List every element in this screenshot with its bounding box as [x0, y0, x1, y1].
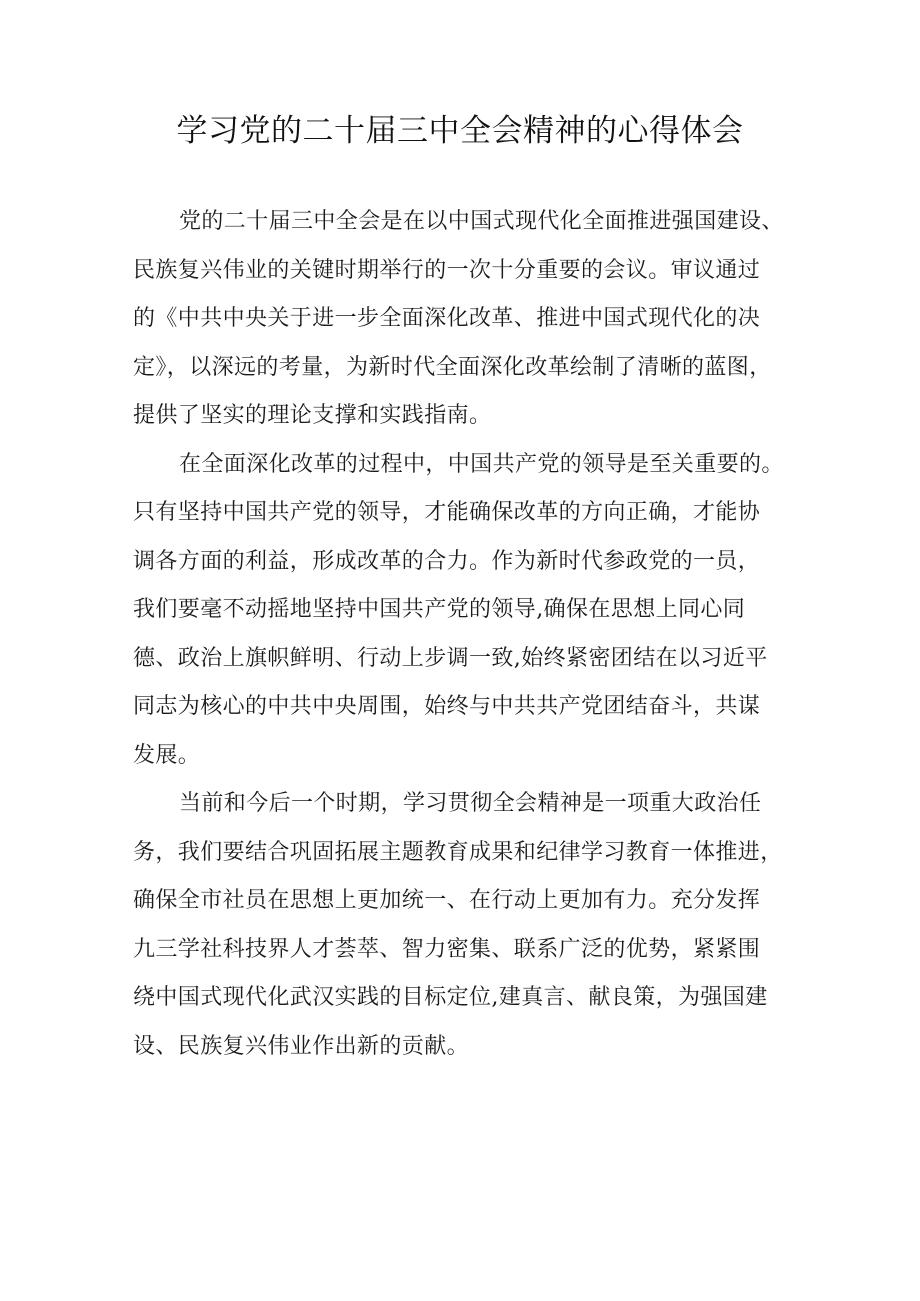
- paragraph-line: 设、民族复兴伟业作出新的贡献。: [133, 1033, 470, 1059]
- paragraph-line: 我们要毫不动摇地坚持中国共产党的领导,确保在思想上同心同: [133, 597, 746, 622]
- paragraph-line: 在全面深化改革的过程中，中国共产党的领导是至关重要的。: [179, 451, 784, 477]
- paragraph-line: 同志为核心的中共中央周围，始终与中共共产党团结奋斗，共谋: [133, 694, 761, 719]
- paragraph-line: 定》，以深远的考量，为新时代全面深化改革绘制了清晰的蓝图，: [133, 354, 772, 380]
- paragraph-line: 当前和今后一个时期，学习贯彻全会精神是一项重大政治任: [179, 791, 762, 816]
- paragraph-line: 九三学社科技界人才荟萃、智力密集、联系广泛的优势，紧紧围: [133, 936, 761, 962]
- paragraph-line: 绕中国式现代化武汉实践的目标定位,建真言、献良策，为强国建: [133, 985, 768, 1010]
- paragraph-line: 只有坚持中国共产党的领导，才能确保改革的方向正确，才能协: [133, 500, 761, 525]
- paragraph-2: [133, 441, 805, 781]
- paragraph-line: 务，我们要结合巩固拓展主题教育成果和纪律学习教育一体推进，: [133, 839, 783, 865]
- paragraph-line: 党的二十届三中全会是在以中国式现代化全面推进强国建设、: [179, 209, 784, 234]
- paragraph-line: 调各方面的利益，形成改革的合力。作为新时代参政党的一员，: [133, 548, 761, 574]
- paragraph-line: 德、政治上旗帜鲜明、行动上步调一致,始终紧密团结在以习近平: [133, 645, 768, 671]
- paragraph-1: [133, 198, 805, 441]
- document-body: [133, 198, 805, 1071]
- paragraph-line: 确保全市社员在思想上更加统一、在行动上更加有力。充分发挥: [133, 888, 761, 913]
- paragraph-line: 发展。: [133, 742, 201, 768]
- paragraph-line: 的《中共中央关于进一步全面深化改革、推进中国式现代化的决: [133, 306, 761, 331]
- paragraph-line: 民族复兴伟业的关键时期举行的一次十分重要的会议。审议通过: [133, 257, 761, 283]
- paragraph-line: 提供了坚实的理论支撑和实践指南。: [133, 403, 492, 428]
- document-title: 学习党的二十届三中全会精神的心得体会: [176, 113, 744, 149]
- paragraph-3: [133, 780, 805, 1071]
